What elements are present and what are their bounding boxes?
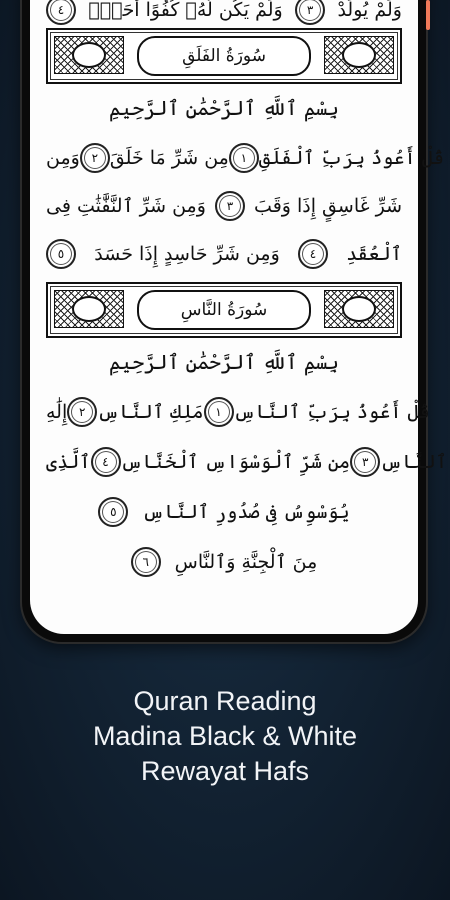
verse-text: ٱلَّذِى [46,451,91,473]
verse-text: ٱلْعُقَدِ [346,243,402,265]
surah-header-nas [46,282,402,338]
promo-caption [0,684,450,789]
ayah-number-marker: ٣ [295,0,325,25]
ornament-icon [324,290,394,328]
surah-title: سُورَةُ الفَلَقِ [137,36,311,76]
verse-line [46,234,402,274]
verse-text: مَلِكِ ٱلنَّاسِ [97,401,204,423]
verse-text: وَمِن شَرِّ حَاسِدٍ إِذَا حَسَدَ [94,243,280,265]
verse-line [46,492,402,532]
verse-line [46,392,430,432]
verse-text: ٱلنَّاسِ [380,451,447,473]
mushaf-page[interactable] [30,0,447,634]
ayah-number-marker: ٤ [46,0,76,25]
ayah-number-marker: ٢ [80,143,110,173]
verse-text: وَلَمْ يُولَدْ [337,0,402,21]
surah-header-falaq [46,28,402,84]
verse-text: مِن شَرِّ ٱلْوَسْوَاسِ ٱلْخَنَّاسِ [120,451,351,473]
verse-text: شَرِّ غَاسِقٍ إِذَا وَقَبَ [254,195,402,217]
ayah-number-marker: ١ [229,143,259,173]
caption-line-riwayah: Rewayat Hafs [140,756,310,786]
caption-line-edition: Madina Black & White [92,721,358,751]
verse-text: يُوَسْوِسُ فِى صُدُورِ ٱلنَّاسِ [142,501,350,523]
verse-line [46,138,444,178]
verse-text: وَمِن شَرِّ ٱلنَّفَّٰثَٰتِ فِى [46,195,206,217]
verse-text: قُلْ أَعُوذُ بِرَبِّ ٱلنَّاسِ [233,401,430,423]
ayah-number-marker: ١ [204,397,234,427]
verse-text: مِن شَرِّ مَا خَلَقَ [109,147,229,169]
basmala: بِسْمِ ٱللَّهِ ٱلرَّحْمَٰنِ ٱلرَّحِيمِ [108,96,339,120]
verse-text: مِنَ ٱلْجِنَّةِ وَٱلنَّاسِ [174,551,318,573]
caption-line-title: Quran Reading [133,686,317,716]
basmala: بِسْمِ ٱللَّهِ ٱلرَّحْمَٰنِ ٱلرَّحِيمِ [108,350,339,374]
ayah-number-marker: ٦ [131,547,161,577]
ayah-number-marker: ٤ [298,239,328,269]
ayah-number-marker: ٢ [67,397,97,427]
verse-text: وَلَمْ يَكُن لَّهُۥ كُفُوًا أَحَدٌۢ [88,0,283,21]
verse-text: إِلَٰهِ [46,401,68,423]
ayah-number-marker: ٣ [215,191,245,221]
ayah-number-marker: ٥ [98,497,128,527]
verse-text: وَمِن [46,147,80,169]
ornament-icon [324,36,394,74]
ornament-icon [54,290,124,328]
ornament-icon [54,36,124,74]
ayah-number-marker: ٤ [91,447,121,477]
verse-line [46,542,402,582]
verse-text: قُلْ أَعُوذُ بِرَبِّ ٱلْفَلَقِ [258,147,444,169]
verse-line [46,186,402,226]
verse-line [46,442,447,482]
verse-line [46,0,402,30]
phone-frame [22,0,447,642]
ayah-number-marker: ٣ [350,447,380,477]
surah-title: سُورَةُ النَّاسِ [137,290,311,330]
power-button [426,0,430,30]
ayah-number-marker: ٥ [46,239,76,269]
